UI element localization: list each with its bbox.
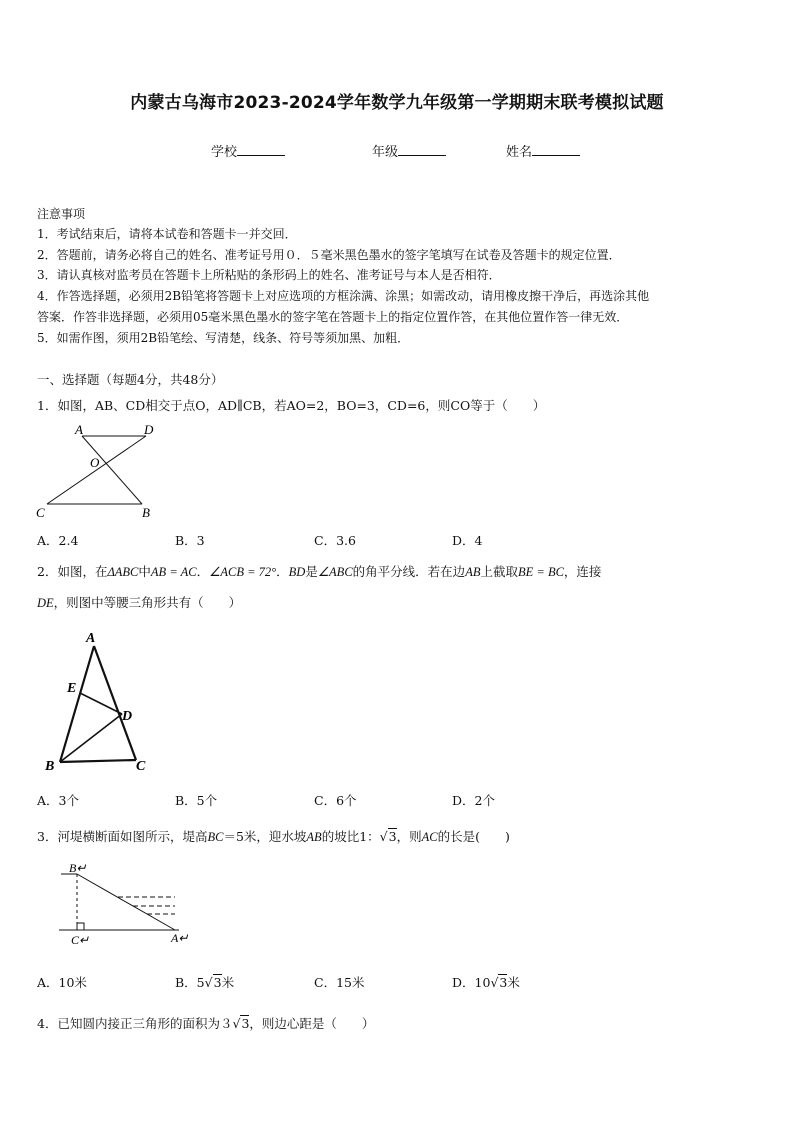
- grade-field: [372, 141, 446, 160]
- school-blank: [237, 142, 285, 156]
- section-heading: 一、选择题（每题4分，共48分）: [37, 372, 224, 387]
- q2-label-b: B: [45, 759, 55, 774]
- name-blank: [532, 142, 580, 156]
- q2-option-d: D．2个: [452, 793, 495, 808]
- school-field: [211, 141, 285, 160]
- question-3-text: 3．河堤横断面如图所示，堤高BC＝5米，迎水坡AB的坡比1：√3，则AC的长是( ): [37, 829, 510, 844]
- notice-heading: 注意事项: [37, 207, 86, 221]
- q1-option-d: D．4: [452, 533, 483, 548]
- q1-label-c: C: [36, 505, 45, 520]
- q3-option-d: D．10√3米: [452, 975, 520, 990]
- question-1-text: 1．如图，AB、CD相交于点O，AD∥CB，若AO=2，BO=3，CD=6，则CO等于（ ）: [37, 398, 546, 413]
- q3-label-a: A↵: [171, 931, 189, 945]
- q3-figure: [55, 856, 200, 948]
- q2-label-c: C: [136, 759, 146, 774]
- q1-option-c: C．3.6: [314, 533, 356, 548]
- q3-label-b: B↵: [69, 861, 87, 875]
- q2-figure: [38, 628, 158, 778]
- q1-label-b: B: [142, 505, 150, 520]
- q3-option-b: B．5√3米: [175, 975, 235, 990]
- q2-option-a: A．3个: [37, 793, 79, 808]
- q3-option-a: A．10米: [37, 975, 87, 990]
- q1-label-o: O: [90, 455, 100, 470]
- q2-label-a: A: [86, 631, 96, 646]
- school-label: 学校: [211, 145, 238, 160]
- q2-option-b: B．5个: [175, 793, 218, 808]
- q2-option-c: C．6个: [314, 793, 357, 808]
- q1-option-b: B．3: [175, 533, 205, 548]
- q1-option-a: A．2.4: [37, 533, 79, 548]
- q1-label-d: D: [144, 422, 154, 437]
- notice-item: 1．考试结束后，请将本试卷和答题卡一并交回．: [37, 227, 297, 241]
- q3-option-c: C．15米: [314, 975, 365, 990]
- name-label: 姓名: [506, 145, 533, 160]
- q3-label-c: C↵: [71, 933, 90, 947]
- notice-item: 2．答题前，请务必将自己的姓名、准考证号用０．５毫米黑色墨水的签字笔填写在试卷及答题卡的规定位置．: [37, 248, 621, 262]
- grade-label: 年级: [372, 145, 399, 160]
- grade-blank: [398, 142, 446, 156]
- question-2-line-1: 2．如图，在ΔABC中AB = AC．∠ACB = 72°．BD是∠ABC的角平分线．若在边AB上截取BE = BC，连接: [37, 564, 602, 579]
- page-title: 内蒙古乌海市2023-2024学年数学九年级第一学期期末联考模拟试题: [130, 93, 664, 113]
- notice-item: 3．请认真核对监考员在答题卡上所粘贴的条形码上的姓名、准考证号与本人是否相符．: [37, 268, 501, 282]
- q1-label-a: A: [75, 422, 83, 437]
- question-2-line-2: DE，则图中等腰三角形共有（ ）: [37, 595, 242, 610]
- notice-item: 5．如需作图，须用2B铅笔绘、写清楚，线条、符号等须加黑、加粗．: [37, 331, 410, 345]
- question-4-text: 4．已知圆内接正三角形的面积为３√3，则边心距是（ ）: [37, 1016, 375, 1031]
- q2-label-d: D: [122, 709, 133, 724]
- notice-item: 4．作答选择题，必须用2B铅笔将答题卡上对应选项的方框涂满、涂黑；如需改动，请用橡皮擦干净后，再选涂其他: [37, 289, 650, 303]
- notice-item: 答案．作答非选择题，必须用05毫米黑色墨水的签字笔在答题卡上的指定位置作答，在其他位置作答一律无效．: [37, 310, 629, 324]
- q2-label-e: E: [67, 681, 77, 696]
- name-field: [506, 141, 580, 160]
- q1-figure: [30, 418, 170, 523]
